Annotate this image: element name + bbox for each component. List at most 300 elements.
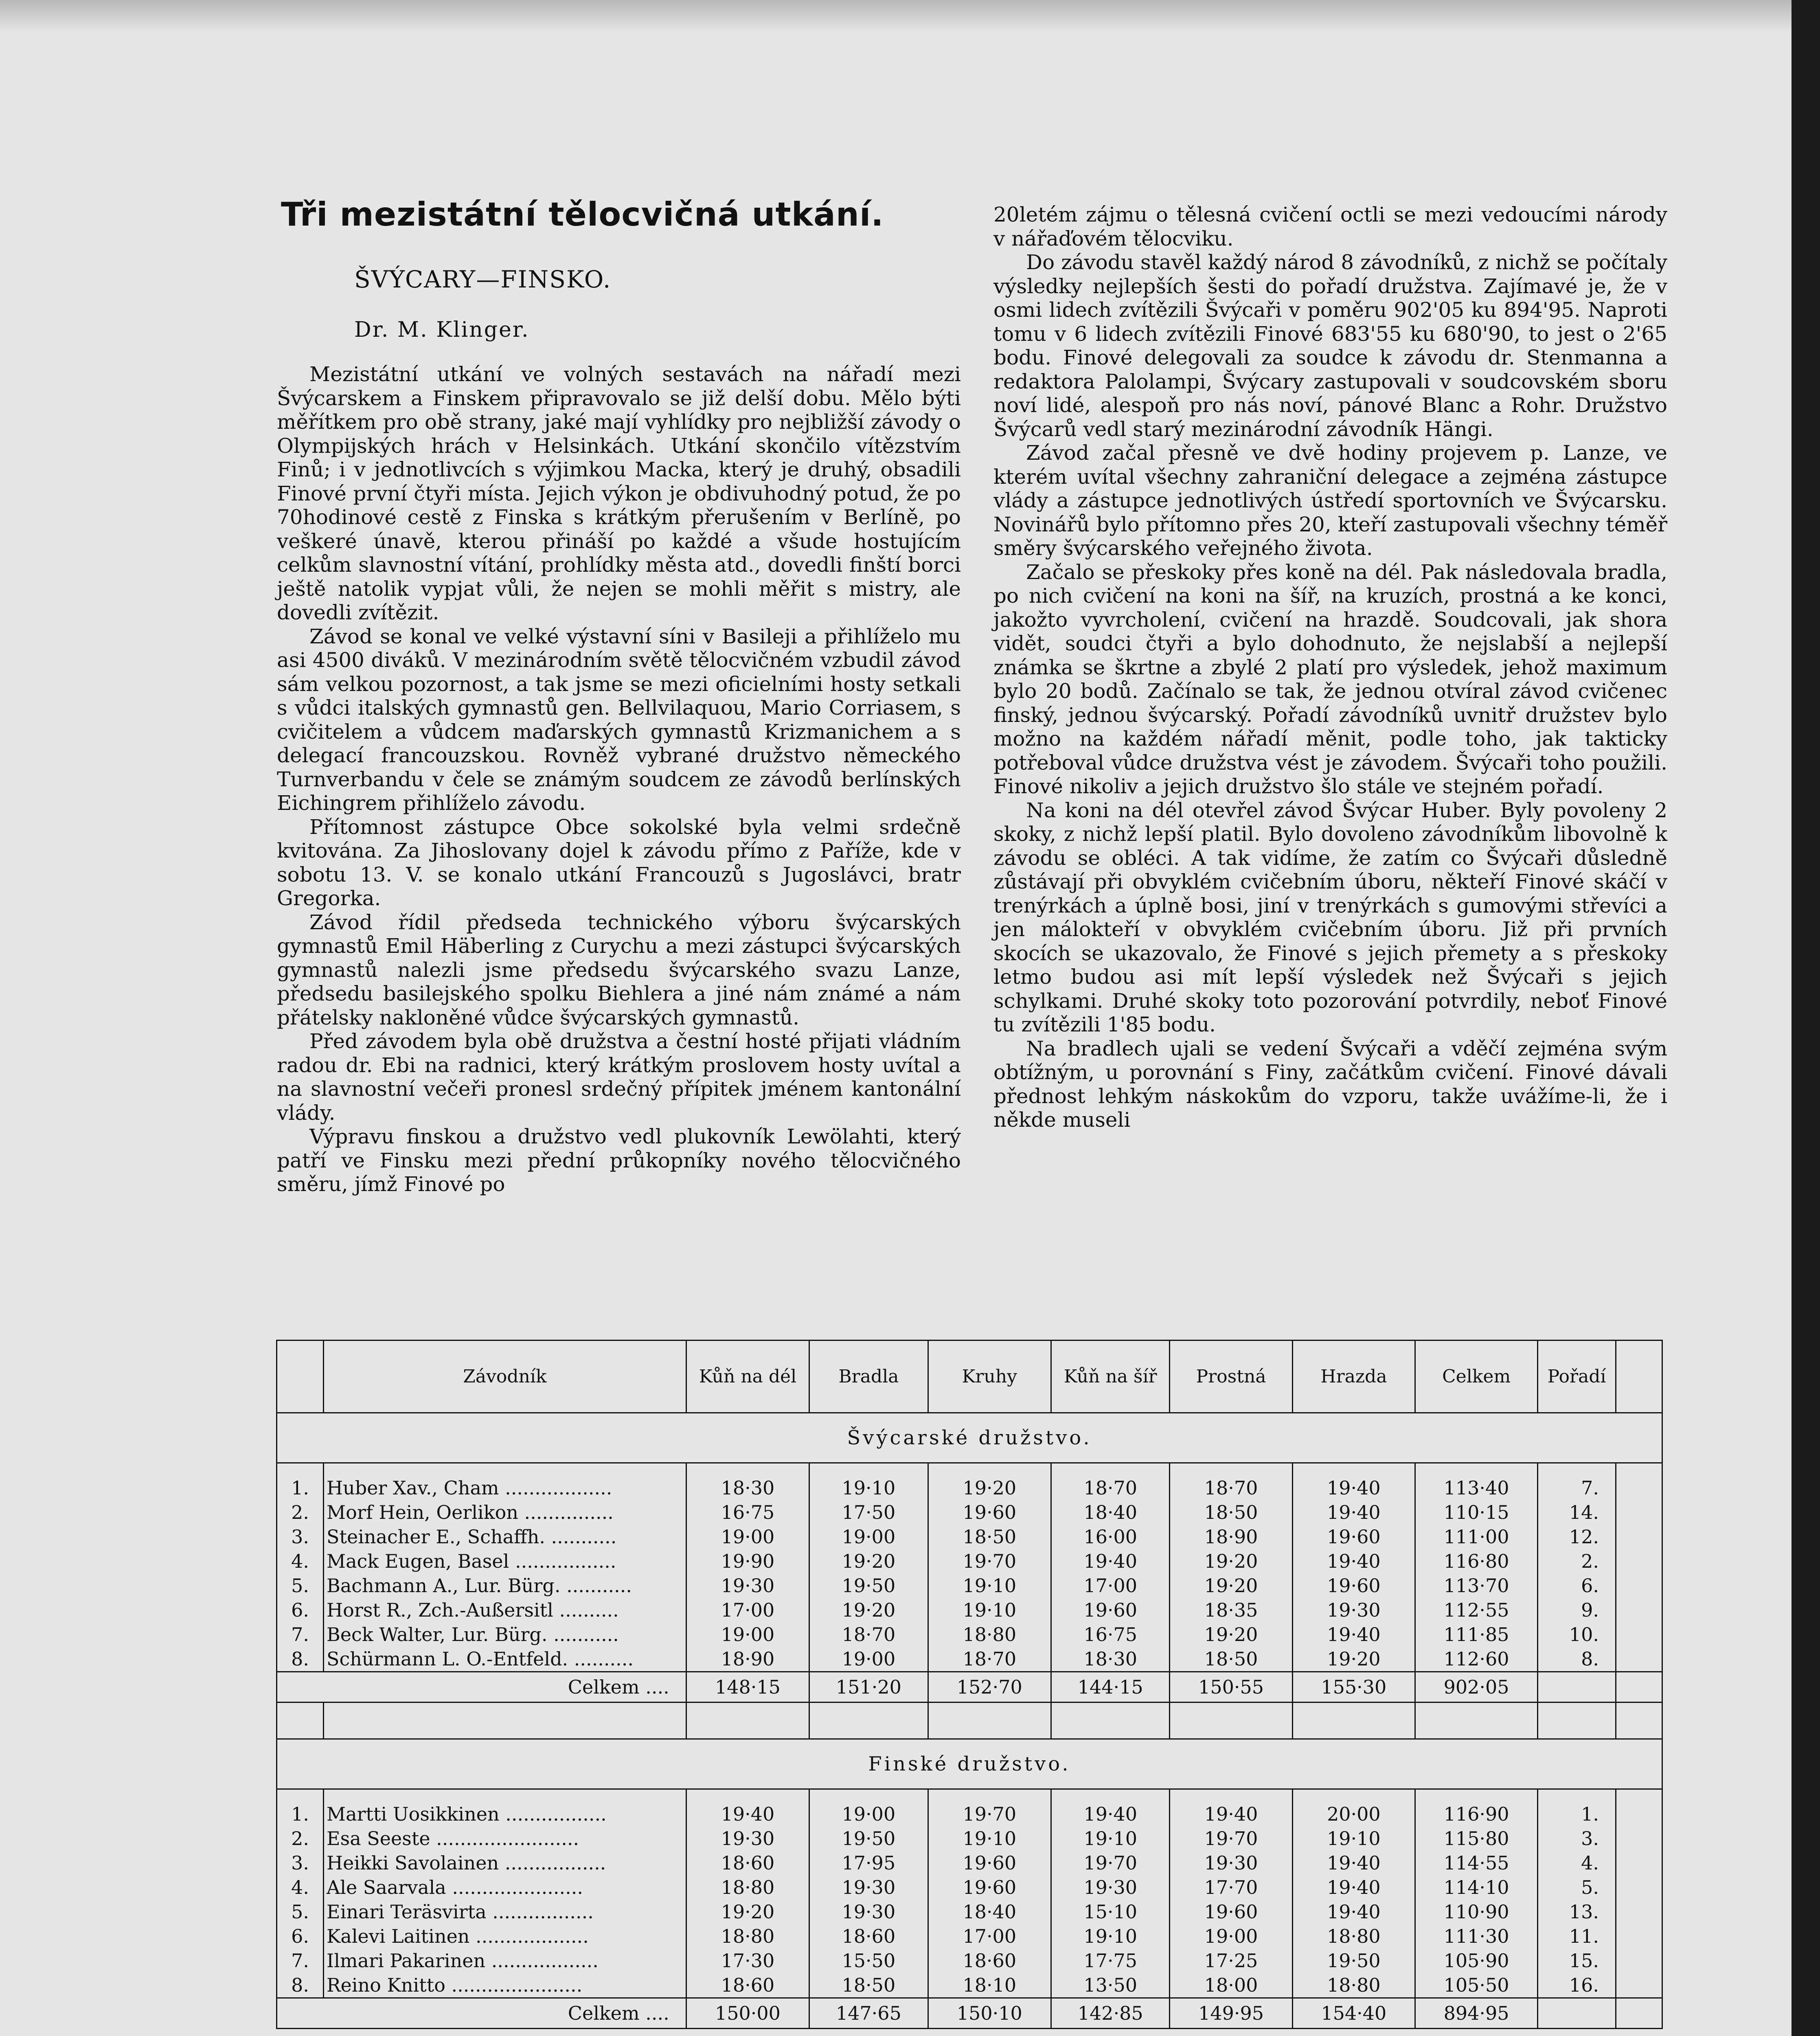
athlete-rank: 8. [1538,1647,1616,1672]
header-total: Celkem [1415,1341,1537,1413]
spacer-cell [1616,1924,1662,1948]
spacer-cell [277,1998,324,2029]
spacer-cell [928,1703,1051,1739]
leader-dots: ...................... [445,1974,583,1996]
score-total: 111·85 [1415,1622,1537,1647]
score-floor: 19·20 [1170,1622,1292,1647]
athlete-number: 3. [277,1851,324,1875]
score-total: 115·80 [1415,1826,1537,1851]
paragraph: Přítomnost zástupce Obce sokolské byla velmi srdečně kvitována. Za Jihoslovany dojel k závodu přímo z Paříže, kde v sobotu 13. V. se konalo utkání Francouzů s Jugoslávci, bratr Gregorka. [277,815,961,910]
score-hbar: 20·00 [1292,1802,1415,1826]
score-hbar: 19·40 [1292,1500,1415,1525]
athlete-name: Ilmari Pakarinen [327,1950,486,1972]
score-pbars: 19·30 [809,1900,928,1924]
leader-dots: ................... [469,1925,589,1947]
total-vault: 150·00 [686,1998,809,2029]
header-athlete: Závodník [324,1341,686,1413]
paragraph: Závod řídil předseda technického výboru švýcarských gymnastů Emil Häberling z Curychu a mezi zástupci švýcarských gymnastů nalezli jsme předsedu švýcarského svazu Lanze, předsedu basilejského spolku Biehlera a jiné nám známé a nám přátelsky nakloněné vůdce švýcarských gymnastů. [277,910,961,1029]
athlete-rank: 7. [1538,1476,1616,1500]
table-row [277,1924,1662,1948]
total-pbars: 147·65 [809,1998,928,2029]
spacer-cell [277,1703,324,1739]
table-row [277,1900,1662,1924]
table-header-row [277,1341,1662,1413]
athlete-number: 4. [277,1875,324,1900]
athlete-rank: 1. [1538,1802,1616,1826]
score-vault: 19·30 [686,1573,809,1598]
header-pbars: Bradla [809,1341,928,1413]
spacer-cell [1538,1703,1616,1739]
spacer-cell [1415,1789,1537,1802]
paragraph: Na koni na dél otevřel závod Švýcar Huber. Byly povoleny 2 skoky, z nichž lepší platil. Bylo dovoleno závodníkům libovolně k závodu se obléci. A tak vidíme, že zatím co Švýcaři důsledně zůstávají při obvyklém cvičebním úboru, někteří Finové skáčí v trenýrkách a úplně bosi, jiní v trenýrkách s gumovými střevíci a jen málokteří v obvyklém cvičebním úboru. Již při prvních skocích se ukazovalo, že Finové s jejich přemety a s přeskoky letmo budou asi mít lepší výsledek než Švýcaři s jejich schylkami. Druhé skoky toto pozorování potvrdily, neboť Finové tu zvítězili 1'85 bodu. [993,798,1667,1036]
score-rings: 19·60 [928,1875,1051,1900]
score-hbar: 18·80 [1292,1924,1415,1948]
score-vault: 18·90 [686,1647,809,1672]
team-name: Finské družstvo. [277,1739,1662,1789]
score-pommel: 16·75 [1051,1622,1169,1647]
score-hbar: 19·20 [1292,1647,1415,1672]
score-pbars: 17·95 [809,1851,928,1875]
score-vault: 19·40 [686,1802,809,1826]
athlete-name-cell [324,1851,686,1875]
spacer-cell [1292,1703,1415,1739]
athlete-number: 3. [277,1525,324,1549]
athlete-name-cell [324,1973,686,1998]
paragraph: Na bradlech ujali se vedení Švýcaři a vděčí zejména svým obtížným, u porovnání s Finy, začátkům cvičení. Finové dávali přednost lehkým náskokům do vzporu, takže uvážíme-li, že i někde museli [993,1036,1667,1132]
athlete-rank: 12. [1538,1525,1616,1549]
athlete-rank: 5. [1538,1875,1616,1900]
score-hbar: 18·80 [1292,1973,1415,1998]
score-rings: 19·10 [928,1826,1051,1851]
score-rings: 18·60 [928,1948,1051,1973]
score-floor: 18·50 [1170,1500,1292,1525]
score-pbars: 17·50 [809,1500,928,1525]
score-vault: 18·80 [686,1875,809,1900]
score-pbars: 18·70 [809,1622,928,1647]
total-hbar: 154·40 [1292,1998,1415,2029]
team-heading-row [277,1739,1662,1789]
header-vault: Kůň na dél [686,1341,809,1413]
scan-right-edge [1791,0,1820,2036]
table-row [277,1851,1662,1875]
score-floor: 19·20 [1170,1573,1292,1598]
score-rings: 19·20 [928,1476,1051,1500]
athlete-name: Schürmann L. O.-Entfeld. [327,1648,568,1670]
spacer-cell [1616,1549,1662,1573]
score-rings: 17·00 [928,1924,1051,1948]
leader-dots: ............... [518,1501,614,1523]
table-row [277,1875,1662,1900]
score-vault: 17·30 [686,1948,809,1973]
score-vault: 19·00 [686,1525,809,1549]
score-total: 113·40 [1415,1476,1537,1500]
spacer-cell [1170,1789,1292,1802]
athlete-name-cell [324,1948,686,1973]
score-rings: 19·10 [928,1573,1051,1598]
score-floor: 18·50 [1170,1647,1292,1672]
athlete-rank: 14. [1538,1500,1616,1525]
spacer-cell [928,1463,1051,1476]
spacer-cell [686,1463,809,1476]
spacer-cell [1616,1851,1662,1875]
score-total: 114·55 [1415,1851,1537,1875]
spacer-cell [324,1703,686,1739]
spacer-cell [1616,1622,1662,1647]
score-floor: 17·25 [1170,1948,1292,1973]
spacer-cell [277,1463,324,1476]
paragraph: Před závodem byla obě družstva a čestní hosté přijati vládním radou dr. Ebi na radnici, který krátkým proslovem hosty uvítal a na slavnostní večeři pronesl srdečný přípitek jménem kantonální vlády. [277,1029,961,1125]
athlete-name: Bachmann A., Lur. Bürg. [327,1575,561,1597]
athlete-name: Reino Knitto [327,1974,445,1996]
score-vault: 18·30 [686,1476,809,1500]
leader-dots: ........................ [430,1828,579,1850]
score-vault: 16·75 [686,1500,809,1525]
athlete-name: Ale Saarvala [327,1876,446,1898]
spacer-cell [1538,1789,1616,1802]
score-rings: 19·60 [928,1851,1051,1875]
table-row [277,1973,1662,1998]
spacer-cell [1616,1672,1662,1703]
athlete-name-cell [324,1802,686,1826]
score-pbars: 19·50 [809,1826,928,1851]
spacer-cell [1292,1789,1415,1802]
spacer-cell [1051,1703,1169,1739]
score-pommel: 19·40 [1051,1802,1169,1826]
spacer-cell [1616,1900,1662,1924]
score-vault: 18·60 [686,1851,809,1875]
total-floor: 150·55 [1170,1672,1292,1703]
athlete-number: 1. [277,1802,324,1826]
header-rank: Pořadí [1538,1341,1616,1413]
paragraph: Výpravu finskou a družstvo vedl plukovník Lewölahti, který patří ve Finsku mezi přední průkopníky nového tělocvičného směru, jímž Finové po [277,1125,961,1196]
leader-dots: ................. [486,1901,594,1923]
athlete-name: Kalevi Laitinen [327,1925,470,1947]
spacer-cell [1538,1672,1616,1703]
athlete-rank: 9. [1538,1598,1616,1622]
athlete-name-cell [324,1476,686,1500]
score-hbar: 19·10 [1292,1826,1415,1851]
total-total: 902·05 [1415,1672,1537,1703]
athlete-name: Esa Seeste [327,1828,430,1850]
header-pommel: Kůň na šíř [1051,1341,1169,1413]
athlete-number: 8. [277,1973,324,1998]
athlete-name-cell [324,1549,686,1573]
athlete-rank: 16. [1538,1973,1616,1998]
athlete-number: 5. [277,1573,324,1598]
spacer-cell [1616,1573,1662,1598]
table-row [277,1948,1662,1973]
spacer-cell [1538,1998,1616,2029]
score-hbar: 19·40 [1292,1622,1415,1647]
athlete-number: 2. [277,1500,324,1525]
spacer-cell [809,1463,928,1476]
score-rings: 18·50 [928,1525,1051,1549]
score-pbars: 19·20 [809,1598,928,1622]
score-vault: 19·00 [686,1622,809,1647]
athlete-name-cell [324,1622,686,1647]
table-row [277,1573,1662,1598]
athlete-number: 1. [277,1476,324,1500]
athlete-name: Steinacher E., Schaffh. [327,1526,545,1548]
spacer-cell [809,1789,928,1802]
spacer-cell [1170,1703,1292,1739]
athlete-name-cell [324,1598,686,1622]
athlete-name-cell [324,1573,686,1598]
score-hbar: 19·40 [1292,1476,1415,1500]
spacer-cell [1616,1463,1662,1476]
leader-dots: ................. [499,1852,606,1874]
score-floor: 18·70 [1170,1476,1292,1500]
athlete-name: Einari Teräsvirta [327,1901,487,1923]
score-hbar: 19·30 [1292,1598,1415,1622]
spacer-cell [324,1789,686,1802]
score-pommel: 19·10 [1051,1826,1169,1851]
score-floor: 19·60 [1170,1900,1292,1924]
score-floor: 19·70 [1170,1826,1292,1851]
score-hbar: 19·50 [1292,1948,1415,1973]
leader-dots: ...................... [446,1876,583,1898]
athlete-name: Horst R., Zch.-Außersitl [327,1599,553,1621]
text-column-left [277,362,961,1196]
score-rings: 18·80 [928,1622,1051,1647]
score-pommel: 18·70 [1051,1476,1169,1500]
score-pommel: 18·40 [1051,1500,1169,1525]
table-row [277,1598,1662,1622]
score-pommel: 19·40 [1051,1549,1169,1573]
results-table [276,1340,1663,2029]
score-hbar: 19·40 [1292,1549,1415,1573]
text-column-right [993,203,1667,1132]
score-pommel: 19·10 [1051,1924,1169,1948]
spacer-cell [1170,1463,1292,1476]
score-pommel: 18·30 [1051,1647,1169,1672]
athlete-number: 8. [277,1647,324,1672]
athlete-name-cell [324,1924,686,1948]
score-total: 112·55 [1415,1598,1537,1622]
total-hbar: 155·30 [1292,1672,1415,1703]
athlete-rank: 11. [1538,1924,1616,1948]
article-author: Dr. M. Klinger. [354,318,530,342]
athlete-name-cell [324,1826,686,1851]
table-row [277,1622,1662,1647]
paragraph: 20letém zájmu o tělesná cvičení octli se mezi vedoucími národy v nářaďovém tělocviku. [993,203,1667,250]
team-name: Švýcarské družstvo. [277,1413,1662,1463]
table-row [277,1525,1662,1549]
paragraph: Závod začal přesně ve dvě hodiny projevem p. Lanze, ve kterém uvítal všechny zahraniční delegace a zejména zástupce vlády a zástupce jednotlivých ústředí sportovních ve Švýcarsku. Novinářů bylo přítomno přes 20, kteří zastupovali všechny téměř směry švýcarského veřejného života. [993,441,1667,560]
score-vault: 19·30 [686,1826,809,1851]
spacer-cell [277,1789,324,1802]
header-floor: Prostná [1170,1341,1292,1413]
spacer-cell [809,1703,928,1739]
spacer-cell [928,1789,1051,1802]
athlete-number: 6. [277,1598,324,1622]
score-total: 110·90 [1415,1900,1537,1924]
total-label: Celkem .... [324,1672,686,1703]
score-total: 105·90 [1415,1948,1537,1973]
header-no [277,1341,324,1413]
header-rings: Kruhy [928,1341,1051,1413]
athlete-rank: 15. [1538,1948,1616,1973]
score-total: 114·10 [1415,1875,1537,1900]
spacer-cell [1616,1875,1662,1900]
score-floor: 19·00 [1170,1924,1292,1948]
leader-dots: ........... [560,1575,632,1597]
athlete-name-cell [324,1500,686,1525]
score-vault: 18·80 [686,1924,809,1948]
spacer-cell [686,1789,809,1802]
score-rings: 19·10 [928,1598,1051,1622]
spacer-cell [1616,1703,1662,1739]
spacer-cell [1616,1948,1662,1973]
total-rings: 150·10 [928,1998,1051,2029]
total-floor: 149·95 [1170,1998,1292,2029]
paragraph: Začalo se přeskoky přes koně na dél. Pak následovala bradla, po nich cvičení na koni na šíř, na kruzích, prostná a ke konci, jakožto vyvrcholení, cvičení na hrazdě. Soudcovali, jak shora vidět, soudci čtyři a bylo dohodnuto, že nejslabší a nejlepší známka se škrtne a zbylé 2 platí pro výsledek, jehož maximum bylo 20 bodů. Začínalo se tak, že jednou otvíral závod cvičenec finský, jednou švýcarský. Pořadí závodníků uvnitř družstev bylo možno na každém nářadí měnit, podle toho, jak takticky potřeboval vůdce družstva vést je závodem. Švýcaři toho použili. Finové nikoliv a jejich družstvo šlo stále ve stejném pořadí. [993,560,1667,798]
score-pbars: 15·50 [809,1948,928,1973]
team-total-row [277,1672,1662,1703]
score-pbars: 19·50 [809,1573,928,1598]
score-vault: 19·90 [686,1549,809,1573]
total-pbars: 151·20 [809,1672,928,1703]
total-pommel: 144·15 [1051,1672,1169,1703]
athlete-rank: 3. [1538,1826,1616,1851]
athlete-number: 2. [277,1826,324,1851]
table-row [277,1549,1662,1573]
score-total: 111·00 [1415,1525,1537,1549]
score-vault: 19·20 [686,1900,809,1924]
leader-dots: .................. [485,1950,599,1972]
score-total: 110·15 [1415,1500,1537,1525]
score-floor: 19·20 [1170,1549,1292,1573]
athlete-name: Heikki Savolainen [327,1852,499,1874]
score-pbars: 19·20 [809,1549,928,1573]
score-pommel: 16·00 [1051,1525,1169,1549]
total-pommel: 142·85 [1051,1998,1169,2029]
scan-top-edge [0,0,1820,33]
paragraph: Mezistátní utkání ve volných sestavách na nářadí mezi Švýcarskem a Finskem připravovalo se již delší dobu. Mělo býti měřítkem pro obě strany, jaké mají vyhlídky pro nejbližší závody o Olympijských hrách v Helsinkách. Utkání skončilo vítězstvím Finů; i v jednotlivcích s výjimkou Macka, který je druhý, obsadili Finové první čtyři místa. Jejich výkon je obdivuhodný potud, že po 70hodinové cestě z Finska s krátkým přerušením v Berlíně, po veškeré únavě, kterou přináší po každé a všude hostujícím celkům slavnostní vítání, prohlídky města atd., dovedli finští borci ještě natolik vypjat vůli, že nejen se mohli měřit s mistry, ale dovedli zvítězit. [277,362,961,624]
athlete-name: Morf Hein, Oerlikon [327,1501,518,1523]
score-total: 105·50 [1415,1973,1537,1998]
score-rings: 18·10 [928,1973,1051,1998]
spacer-cell [1616,1476,1662,1500]
score-hbar: 19·60 [1292,1525,1415,1549]
table-row [277,1500,1662,1525]
paragraph: Závod se konal ve velké výstavní síni v Basileji a přihlíželo mu asi 4500 diváků. V mezinárodním světě tělocvičném vzbudil závod sám velkou pozornost, a tak jsme se mezi oficielními hosty setkali s vůdci italských gymnastů gen. Bellvilaquou, Mario Corriasem, s cvičitelem a vůdcem maďarských gymnastů Krizmanichem a s delegací francouzskou. Rovněž vybrané družstvo německého Turnverbandu v čele se známým soudcem ze závodů berlínských Eichingrem přihlíželo závodu. [277,624,961,815]
spacer-cell [1616,1647,1662,1672]
leader-dots: .................. [499,1477,612,1499]
score-pbars: 19·00 [809,1647,928,1672]
score-vault: 18·60 [686,1973,809,1998]
table-row [277,1826,1662,1851]
leader-dots: ........... [545,1526,617,1548]
total-vault: 148·15 [686,1672,809,1703]
spacer-cell [1616,1826,1662,1851]
table-spacer-row [277,1789,1662,1802]
spacer-cell [1051,1789,1169,1802]
score-pommel: 15·10 [1051,1900,1169,1924]
athlete-number: 4. [277,1549,324,1573]
score-pbars: 18·60 [809,1924,928,1948]
leader-dots: ........... [547,1624,619,1645]
team-total-row [277,1998,1662,2029]
athlete-name-cell [324,1525,686,1549]
score-vault: 17·00 [686,1598,809,1622]
athlete-number: 7. [277,1948,324,1973]
score-hbar: 19·40 [1292,1851,1415,1875]
spacer-cell [1616,1802,1662,1826]
spacer-cell [686,1703,809,1739]
athlete-number: 7. [277,1622,324,1647]
spacer-cell [1415,1703,1537,1739]
paragraph: Do závodu stavěl každý národ 8 závodníků, z nichž se počítaly výsledky nejlepších šesti do pořadí družstva. Zajímavé je, že v osmi lidech zvítězili Švýcaři v poměru 902'05 ku 894'95. Naproti tomu v 6 lidech zvítězili Finové 683'55 ku 680'90, to jest o 2'65 bodu. Finové delegovali za soudce k závodu dr. Stenmanna a redaktora Palolampi, Švýcary zastupovali v soudcovském sboru noví lidé, alespoň pro nás noví, pánové Blanc a Rohr. Družstvo Švýcarů vedl starý mezinárodní závodník Hängi. [993,250,1667,441]
athlete-rank: 13. [1538,1900,1616,1924]
athlete-number: 6. [277,1924,324,1948]
score-pbars: 19·10 [809,1476,928,1500]
score-pbars: 19·00 [809,1525,928,1549]
athlete-name-cell [324,1875,686,1900]
score-hbar: 19·60 [1292,1573,1415,1598]
athlete-name: Martti Uosikkinen [327,1803,500,1825]
athlete-name: Mack Eugen, Basel [327,1550,509,1572]
table-spacer-row [277,1703,1662,1739]
spacer-cell [1415,1463,1537,1476]
score-pommel: 17·75 [1051,1948,1169,1973]
spacer-cell [1616,1789,1662,1802]
total-total: 894·95 [1415,1998,1537,2029]
score-rings: 19·60 [928,1500,1051,1525]
score-pommel: 19·60 [1051,1598,1169,1622]
leader-dots: .......... [568,1648,634,1670]
athlete-name-cell [324,1900,686,1924]
team-heading-row [277,1413,1662,1463]
score-floor: 17·70 [1170,1875,1292,1900]
spacer-cell [1292,1463,1415,1476]
score-rings: 19·70 [928,1802,1051,1826]
article-title: Tři mezistátní tělocvičná utkání. [281,195,884,233]
score-floor: 19·40 [1170,1802,1292,1826]
score-pbars: 19·30 [809,1875,928,1900]
score-rings: 19·70 [928,1549,1051,1573]
score-hbar: 19·40 [1292,1900,1415,1924]
score-pommel: 13·50 [1051,1973,1169,1998]
score-hbar: 19·40 [1292,1875,1415,1900]
leader-dots: ................. [499,1803,607,1825]
header-spacer [1616,1341,1662,1413]
spacer-cell [1616,1500,1662,1525]
spacer-cell [277,1672,324,1703]
spacer-cell [1616,1525,1662,1549]
score-rings: 18·70 [928,1647,1051,1672]
score-pbars: 18·50 [809,1973,928,1998]
spacer-cell [1538,1463,1616,1476]
total-label: Celkem .... [324,1998,686,2029]
total-rings: 152·70 [928,1672,1051,1703]
athlete-rank: 6. [1538,1573,1616,1598]
header-hbar: Hrazda [1292,1341,1415,1413]
score-floor: 18·90 [1170,1525,1292,1549]
athlete-rank: 2. [1538,1549,1616,1573]
athlete-number: 5. [277,1900,324,1924]
table-spacer-row [277,1463,1662,1476]
score-floor: 18·35 [1170,1598,1292,1622]
spacer-cell [1616,1598,1662,1622]
spacer-cell [1051,1463,1169,1476]
athlete-rank: 4. [1538,1851,1616,1875]
score-rings: 18·40 [928,1900,1051,1924]
athlete-name: Beck Walter, Lur. Bürg. [327,1624,548,1645]
score-total: 111·30 [1415,1924,1537,1948]
score-floor: 19·30 [1170,1851,1292,1875]
score-pommel: 17·00 [1051,1573,1169,1598]
